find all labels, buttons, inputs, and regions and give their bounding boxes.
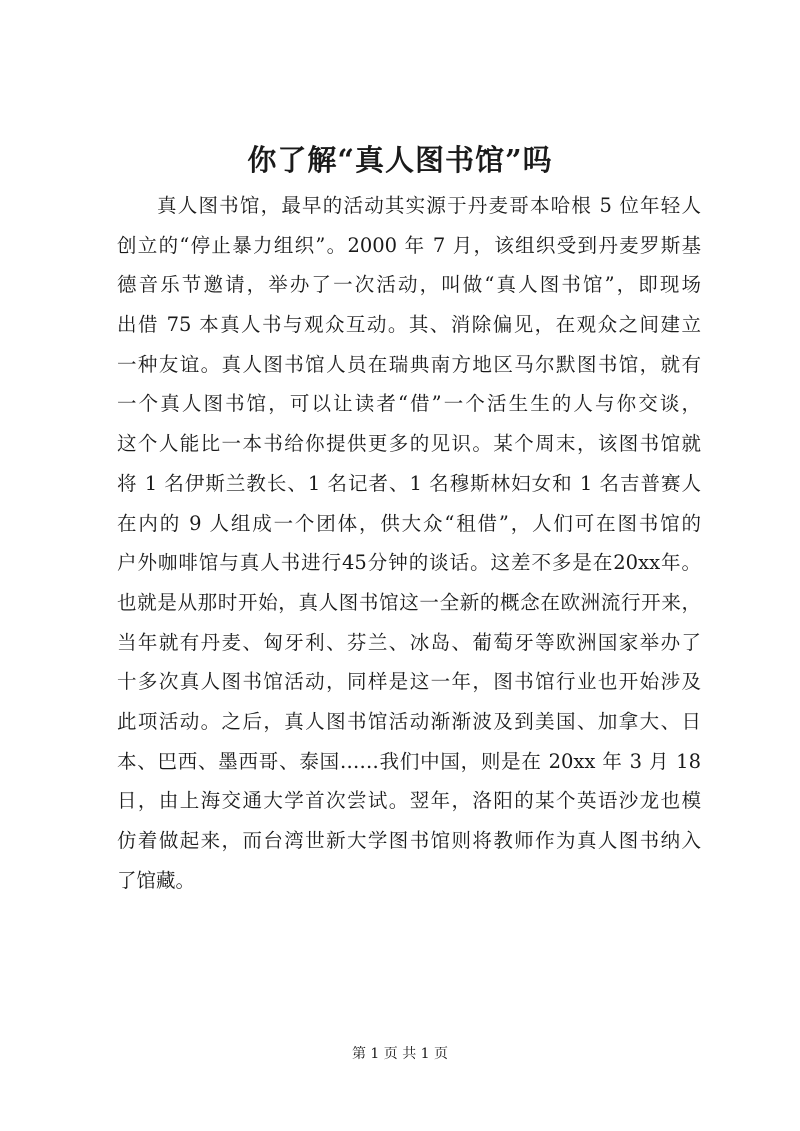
paragraph-line: 十多次真人图书馆活动，同样是这一年，图书馆行业也开始涉及 xyxy=(117,670,701,694)
paragraph-line: 此项活动。之后，真人图书馆活动渐渐波及到美国、加拿大、日 xyxy=(117,709,701,733)
body-paragraph xyxy=(117,186,701,900)
paragraph-line: 创立的“停止暴力组织”。2000 年 7 月，该组织受到丹麦罗斯基 xyxy=(117,233,701,257)
paragraph-line: 当年就有丹麦、匈牙利、芬兰、冰岛、葡萄牙等欧洲国家举办了 xyxy=(117,630,701,654)
paragraph-line: 了馆藏。 xyxy=(117,868,196,892)
document-title: 你了解“真人图书馆”吗 xyxy=(247,143,553,177)
paragraph-line: 将 1 名伊斯兰教长、1 名记者、1 名穆斯林妇女和 1 名吉普赛人 xyxy=(117,471,701,495)
paragraph-line: 德音乐节邀请，举办了一次活动，叫做“真人图书馆”，即现场 xyxy=(117,273,701,297)
paragraph-line: 在内的 9 人组成一个团体，供大众“租借”，人们可在图书馆的 xyxy=(117,511,701,535)
paragraph-line: 一种友谊。真人图书馆人员在瑞典南方地区马尔默图书馆，就有 xyxy=(117,352,701,376)
paragraph-line: 真人图书馆，最早的活动其实源于丹麦哥本哈根 5 位年轻人 xyxy=(157,194,701,217)
paragraph-line: 仿着做起来，而台湾世新大学图书馆则将教师作为真人图书纳入 xyxy=(117,829,701,852)
page-footer: 第 1 页 共 1 页 xyxy=(351,1046,449,1062)
paragraph-line: 也就是从那时开始，真人图书馆这一全新的概念在欧洲流行开来， xyxy=(117,590,701,614)
paragraph-line: 一个真人图书馆，可以让读者“借”一个活生生的人与你交谈， xyxy=(117,392,701,416)
paragraph-line: 户外咖啡馆与真人书进行45分钟的谈话。这差不多是在20xx年。 xyxy=(117,551,701,575)
paragraph-line: 日，由上海交通大学首次尝试。翌年，洛阳的某个英语沙龙也模 xyxy=(117,789,701,813)
paragraph-line: 这个人能比一本书给你提供更多的见识。某个周末，该图书馆就 xyxy=(117,432,701,456)
paragraph-line: 出借 75 本真人书与观众互动。其、消除偏见，在观众之间建立 xyxy=(117,313,701,337)
paragraph-line: 本、巴西、墨西哥、泰国……我们中国，则是在 20xx 年 3 月 18 xyxy=(117,749,701,773)
